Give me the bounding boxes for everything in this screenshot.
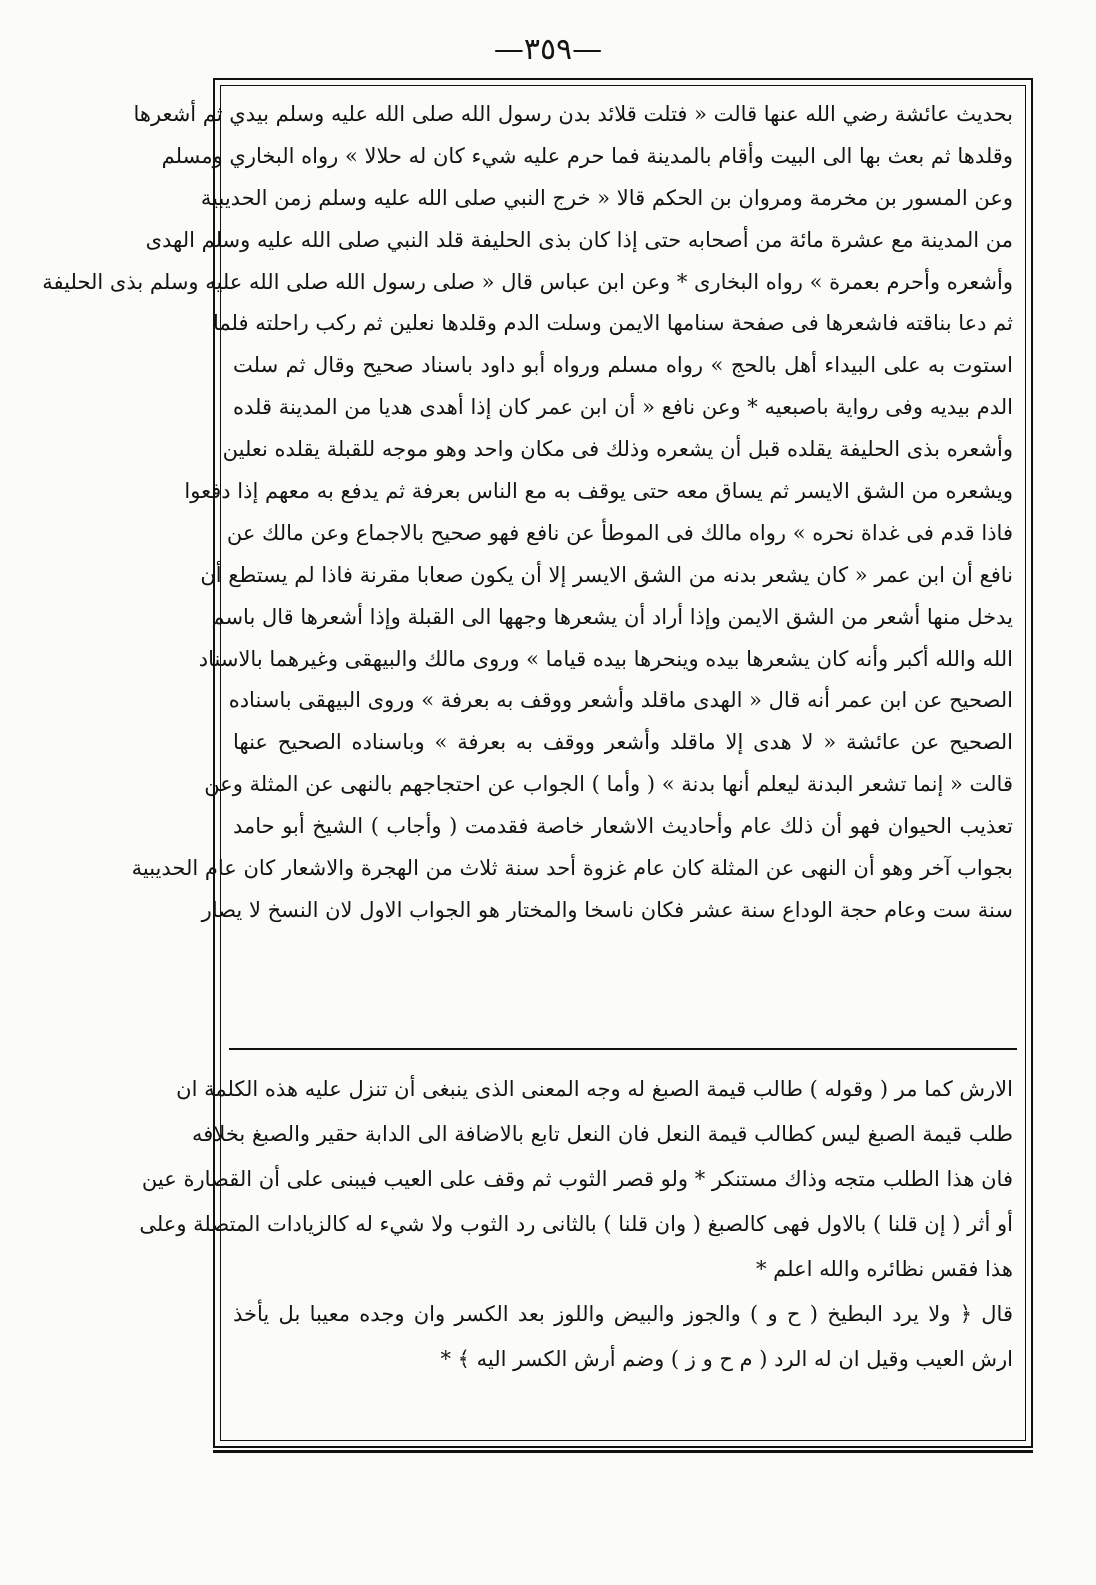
text-line: نافع أن ابن عمر « كان يشعر بدنه من الشق الايسر إلا أن يكون صعابا مقرنة فاذا لم يستطع أن [200, 562, 1013, 587]
text-line: استوت به على البيداء أهل بالحج » رواه مسلم ورواه أبو داود باسناد صحيح وقال ثم سلت [233, 353, 1013, 378]
main-text [42, 94, 1013, 932]
text-line: الدم بيديه وفى رواية باصبعيه * وعن نافع « أن ابن عمر كان إذا أهدى هديا من المدينة قلده [233, 395, 1013, 420]
text-line: ثم دعا بناقته فاشعرها فى صفحة سنامها الايمن وسلت الدم وقلدها نعلين ثم ركب راحلته فلما [213, 311, 1013, 336]
text-line: هذا فقس نظائره والله اعلم * [755, 1257, 1013, 1281]
footnote-text [139, 1067, 1013, 1382]
text-line: يدخل منها أشعر من الشق الايمن وإذا أراد أن يشعرها وجهها الى القبلة وإذا أشعرها قال باسم [211, 604, 1013, 629]
text-line: وعن المسور بن مخرمة ومروان بن الحكم قالا « خرج النبي صلى الله عليه وسلم زمن الحديبية [200, 185, 1013, 210]
text-line: سنة ست وعام حجة الوداع سنة عشر فكان ناسخا والمختار هو الجواب الاول لان النسخ لا يصار [201, 897, 1013, 922]
text-line: فاذا قدم فى غداة نحره » رواه مالك فى الموطأ عن نافع فهو صحيح بالاجماع وعن مالك عن [226, 520, 1013, 545]
text-line: وأشعره بذى الحليفة يقلده قبل أن يشعره وذلك فى مكان واحد وهو موجه للقبلة يقلده نعلين [222, 437, 1013, 462]
text-line: وقلدها ثم بعث بها الى البيت وأقام بالمدينة فما حرم عليه شيء كان له حلالا » رواه البخاري ومسلم [161, 143, 1013, 168]
text-line: بجواب آخر وهو أن النهى عن المثلة كان عام غزوة أحد سنة ثلاث من الهجرة والاشعار كان عام الحديبية [131, 856, 1013, 881]
text-line: الصحيح عن عائشة « لا هدى إلا ماقلد وأشعر ووقف به بعرفة » وباسناده الصحيح عنها [233, 730, 1013, 755]
text-line: تعذيب الحيوان فهو أن ذلك عام وأحاديث الاشعار خاصة فقدمت ( وأجاب ) الشيخ أبو حامد [233, 814, 1013, 839]
text-line: وأشعره وأحرم بعمرة » رواه البخارى * وعن ابن عباس قال « صلى رسول الله صلى الله عليه وسلم بذى الحليفة [42, 269, 1013, 294]
text-line: ارش العيب وقيل ان له الرد ( م ح و ز ) وضم أرش الكسر اليه ﴾ * [440, 1347, 1013, 1371]
text-line: الصحيح عن ابن عمر أنه قال « الهدى ماقلد وأشعر ووقف به بعرفة » وروى البيهقى باسناده [228, 688, 1013, 713]
text-line: بحديث عائشة رضي الله عنها قالت « فتلت قلائد بدن رسول الله صلى الله عليه وسلم بيدي ثم أشعرها [133, 102, 1013, 126]
text-line: طلب قيمة الصبغ ليس كطالب قيمة النعل فان النعل تابع بالاضافة الى الدابة حقير والصبغ بخلافه [192, 1122, 1013, 1146]
text-line: الارش كما مر ( وقوله ) طالب قيمة الصبغ له وجه المعنى الذى ينبغى أن تنزل عليه هذه الكلمة ان [176, 1077, 1013, 1101]
text-line: الله والله أكبر وأنه كان يشعرها بيده وينحرها بيده قياما » وروى مالك والبيهقى وغيرهما بالاسناد [198, 646, 1013, 671]
text-line: ويشعره من الشق الايسر ثم يساق معه حتى يوقف به مع الناس بعرفة ثم يدفع به معهم إذا دفعوا [184, 479, 1013, 504]
text-line: قالت « إنما تشعر البدنة ليعلم أنها بدنة » ( وأما ) الجواب عن احتجاجهم بالنهى عن المثلة وعن [204, 772, 1013, 797]
footnote-separator [229, 1048, 1017, 1050]
text-line: أو أثر ( إن قلنا ) بالاول فهى كالصبغ ( وان قلنا ) بالثانى رد الثوب ولا شيء له كالزيادات المتصلة وعلى [139, 1212, 1013, 1236]
page-number: —٣٥٩— [493, 32, 603, 67]
text-line: قال ﴿ ولا يرد البطيخ ( ح و ) والجوز والبيض واللوز بعد الكسر وان وجده معيبا بل يأخذ [233, 1302, 1013, 1326]
text-line: من المدينة مع عشرة مائة من أصحابه حتى إذا كان بذى الحليفة قلد النبي صلى الله عليه وسلم الهدى [145, 227, 1013, 252]
text-line: فان هذا الطلب متجه وذاك مستنكر * ولو قصر الثوب ثم وقف على العيب فيبنى على أن القصارة عين [141, 1167, 1013, 1191]
page-frame [42, 78, 1033, 1448]
